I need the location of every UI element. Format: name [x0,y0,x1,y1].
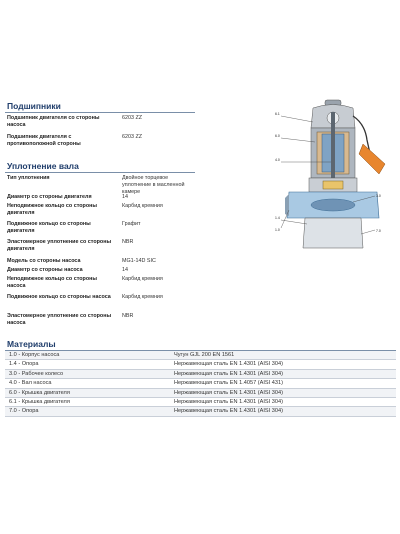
callout-label: 6.0 [275,134,280,138]
spec-value: NBR [122,239,134,245]
seal-rule [5,172,195,173]
spec-value: 6203 ZZ [122,134,143,140]
spec-value: Графит [122,221,141,227]
part-cell: 1.4 - Опора [9,361,39,368]
spec-value: 14 [122,194,128,200]
spec-value: Двойное торцевое уплотнение в масленной камере [122,175,185,195]
part-cell: 3.0 - Рабочее колесо [9,370,64,377]
table-row [5,379,396,388]
spec-value: 6203 ZZ [122,115,143,121]
base-support-shape [303,218,363,248]
spec-key: Неподвижное кольцо со стороны насоса [7,276,98,289]
spec-key: Диаметр со стороны двигателя [7,194,92,200]
spec-value: Карбид кремния [122,203,163,209]
material-cell: Нержавеющая сталь EN 1.4301 (AISI 304) [174,370,283,377]
spec-key: Подшипник двигателя со стороны насоса [7,115,100,128]
table-row [5,370,396,379]
mechanical-seal-shape [323,181,343,189]
part-cell: 1.0 - Корпус насоса [9,352,60,358]
materials-title: Материалы [7,339,56,349]
callout-label: 1.4 [275,216,280,220]
material-cell: Нержавеющая сталь EN 1.4301 (AISI 304) [174,398,283,405]
material-cell: Нержавеющая сталь EN 1.4301 (AISI 304) [174,389,283,396]
impeller-shape [311,199,355,211]
part-cell: 6.1 - Крышка двигателя [9,398,70,405]
spec-key: Подвижное кольцо со стороны двигателя [7,221,91,234]
spec-key: Эластомерное уплотнение со стороны двигателя [7,239,112,252]
spec-key: Эластомерное уплотнение со стороны насоса [7,313,112,326]
spec-value: Карбид кремния [122,294,163,300]
material-cell: Нержавеющая сталь EN 1.4301 (AISI 304) [174,361,283,368]
table-row [5,389,396,398]
table-row [5,360,396,369]
spec-value: NBR [122,313,134,319]
materials-table [5,351,396,417]
spec-key: Подшипник двигателя с противоположной стороны [7,134,81,147]
spec-key: Неподвижное кольцо со стороны двигателя [7,203,98,216]
part-cell: 6.0 - Крышка двигателя [9,389,70,396]
material-cell: Нержавеющая сталь EN 1.4301 (AISI 304) [174,408,283,415]
part-cell: 7.0 - Опора [9,408,39,415]
pump-cutaway-diagram [275,98,390,253]
spec-key: Тип уплотнения [7,175,50,181]
callout-label: 3.0 [376,194,381,198]
spec-key: Модель со стороны насоса [7,258,81,264]
spec-key: Подвижное кольцо со стороны насоса [7,294,111,300]
table-row [5,398,396,407]
float-switch-shape [359,144,385,174]
bearings-title: Подшипники [7,101,61,111]
part-cell: 4.0 - Вал насоса [9,380,52,387]
outlet-shape [285,194,289,216]
callout-label: 6.1 [275,112,280,116]
seal-title: Уплотнение вала [7,161,79,171]
bearings-rule [5,112,195,113]
spec-value: Карбид кремния [122,276,163,282]
table-row [5,407,396,416]
spec-value: 14 [122,267,128,273]
spec-value: MG1-14D SIC [122,258,156,264]
material-cell: Чугун GJL 200 EN 1561 [174,352,235,358]
callout-label: 7.0 [376,229,381,233]
table-row [5,351,396,360]
spec-key: Диаметр со стороны насоса [7,267,83,273]
callout-label: 1.0 [275,228,280,232]
callout-label: 4.0 [275,158,280,162]
material-cell: Нержавеющая сталь EN 1.4057 (AISI 431) [174,380,283,387]
